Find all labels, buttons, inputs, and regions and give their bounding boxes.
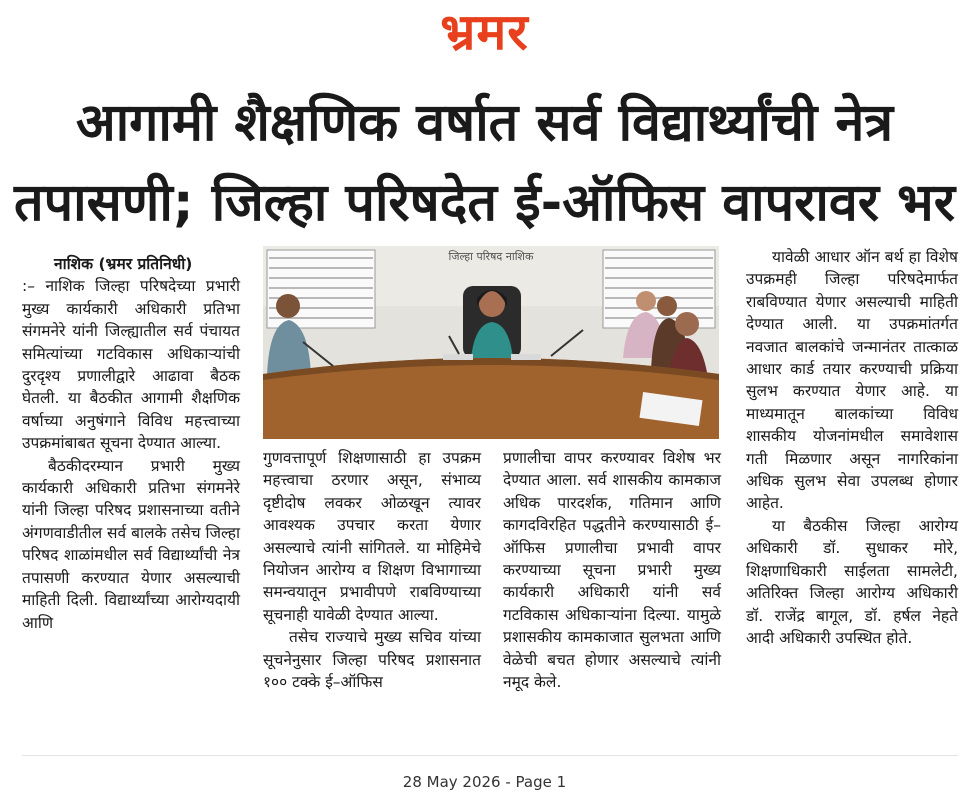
headline-line-1: आगामी शैक्षणिक वर्षात सर्व विद्यार्थ्यांची नेत्र (75, 93, 894, 153)
footer-divider (22, 755, 958, 756)
meeting-photo (263, 246, 719, 439)
meeting-photo-illustration (263, 246, 719, 439)
headline-line-2: तपासणी; जिल्हा परिषदेत ई-ऑफिस वापरावर भर (14, 173, 955, 233)
article-paragraph: यावेळी आधार ऑन बर्थ हा विशेष उपक्रमही जिल्हा परिषदेमार्फत राबविण्यात येणार असल्याची माहिती देण्यात आली. या उपक्रमांतर्गत नवजात बालकांचे जन्मानंतर तात्काळ आधार कार्ड तयार करण्याची प्रक्रिया सुलभ करण्यात येणार आहे. या माध्यमातून बालकांच्या विविध शासकीय योजनांमधील समावेशास गती मिळणार असून नागरिकांना अधिक सुलभ सेवा उपलब्ध होणार आहेत. (746, 248, 958, 513)
newspaper-masthead: भ्रमर (440, 3, 529, 61)
photo-wall-sign: जिल्हा परिषद नाशिक (448, 250, 534, 263)
page-footer: 28 May 2026 - Page 1 (402, 773, 567, 791)
article-paragraph: बैठकीदरम्यान प्रभारी मुख्य कार्यकारी अधिकारी प्रतिभा संगमनेरे यांनी जिल्हा परिषद प्रशासनाच्या वतीने अंगणवाडीतील सर्व बालके तसेच जिल्हा परिषद शाळांमधील सर्व विद्यार्थ्यांची नेत्र तपासणी करण्यात येणार असल्याची माहिती दिली. विद्यार्थ्यांच्या आरोग्यदायी आणि (22, 456, 240, 632)
article-paragraph: तसेच राज्याचे मुख्य सचिव यांच्या सूचनेनुसार जिल्हा परिषद प्रशासनात १०० टक्के ई–ऑफिस (263, 628, 481, 692)
article-column-4 (746, 246, 958, 649)
article-paragraph: प्रणालीचा वापर करण्यावर विशेष भर देण्यात आला. सर्व शासकीय कामकाज अधिक पारदर्शक, गतिमान आणि कागदविरहित पद्धतीने करण्यासाठी ई–ऑफिस प्रणालीचा प्रभावी वापर करण्याच्या सूचना प्रभारी मुख्य कार्यकारी अधिकारी यांनी सर्व गटविकास अधिकाऱ्यांना दिल्या. यामुळे प्रशासकीय कामकाजात सुलभता आणि वेळेची बचत होणार असल्याचे त्यांनी नमूद केले. (503, 449, 721, 692)
article-column-3 (503, 447, 721, 693)
article-column-2 (263, 447, 481, 693)
article-paragraph: या बैठकीस जिल्हा आरोग्य अधिकारी डॉ. सुधाकर मोरे, शिक्षणाधिकारी साईलता सामलेटी, अतिरिक्त जिल्हा आरोग्य अधिकारी डॉ. राजेंद्र बागूल, डॉ. हर्षल नेहते आदी अधिकारी उपस्थित होते. (746, 516, 958, 647)
article-dateline: नाशिक (भ्रमर प्रतिनिधी) (54, 255, 193, 273)
article-paragraph: :– नाशिक जिल्हा परिषदेच्या प्रभारी मुख्य कार्यकारी अधिकारी प्रतिभा संगमनेरे यांनी जिल्ह्यातील सर्व पंचायत समित्यांच्या गटविकास अधिकाऱ्यांची दुरदृश्य प्रणालीद्वारे आढावा बैठक घेतली. या बैठकीत आगामी शैक्षणिक वर्षाच्या अनुषंगाने विविध महत्त्वाच्या उपक्रमांबाबत सूचना देण्यात आल्या. (22, 277, 240, 453)
article-column-1 (22, 253, 240, 634)
article-paragraph: गुणवत्तापूर्ण शिक्षणासाठी हा उपक्रम महत्त्वाचा ठरणार असून, संभाव्य दृष्टीदोष लवकर ओळखून त्यावर आवश्यक उपचार करता येणार असल्याचे त्यांनी सांगितले. या मोहिमेचे नियोजन आरोग्य व शिक्षण विभागाच्या समन्वयातून प्रभावीपणे राबविण्याच्या सूचनाही यावेळी देण्यात आल्या. (263, 449, 481, 624)
